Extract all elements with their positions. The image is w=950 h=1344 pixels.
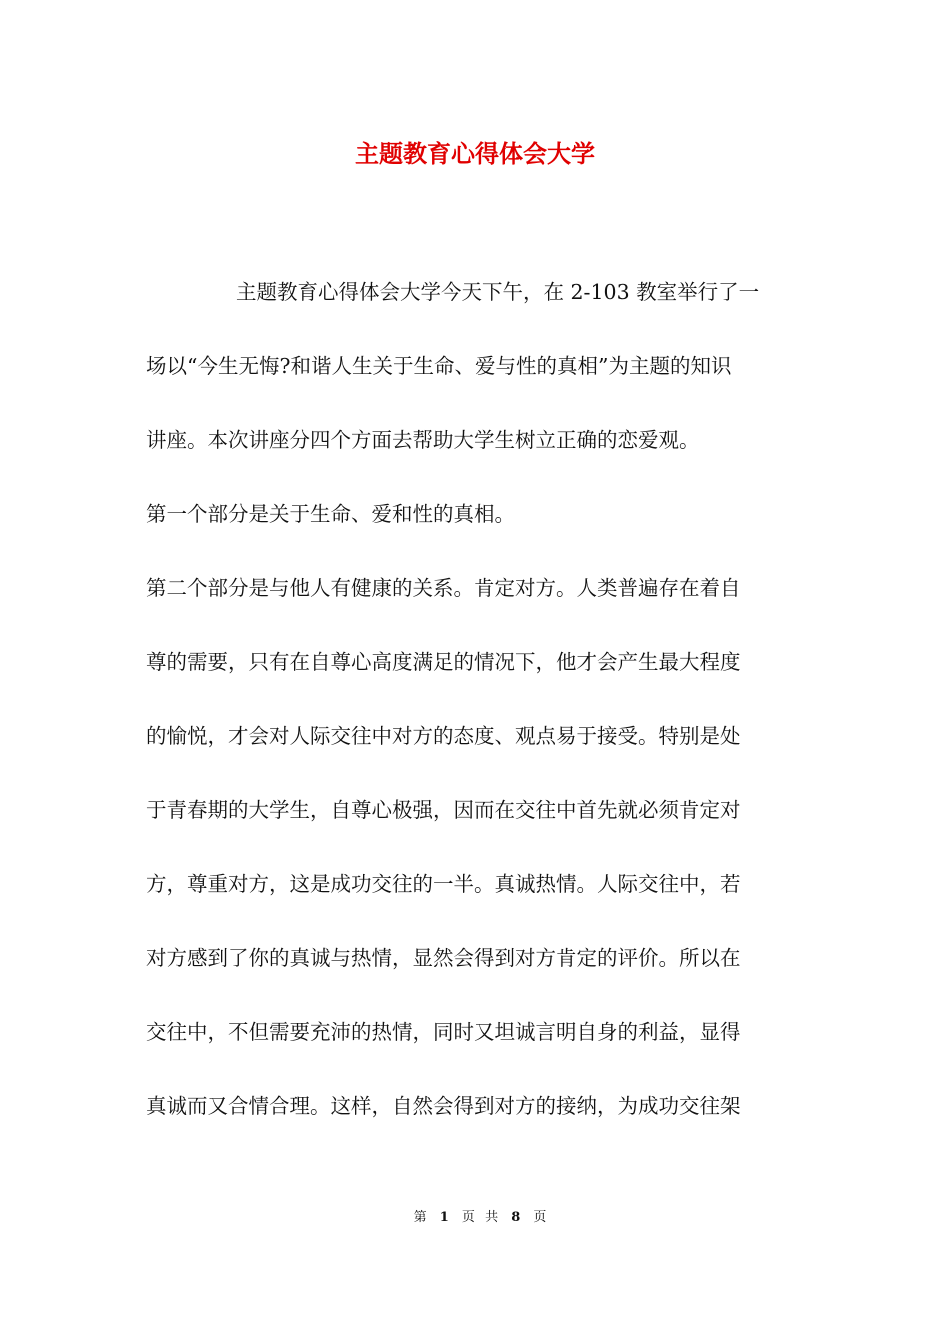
document-title: 主题教育心得体会大学 [355, 139, 595, 168]
footer-page-word: 页 [461, 1210, 475, 1225]
footer-total-word: 共 [485, 1210, 499, 1225]
paragraph-line: 场以“今生无悔?和谐人生关于生命、爱与性的真相”为主题的知识 [146, 354, 732, 378]
paragraph-line: 对方感到了你的真诚与热情，显然会得到对方肯定的评价。所以在 [146, 946, 741, 970]
footer-prefix: 第 [413, 1210, 427, 1225]
footer-total-pages: 8 [511, 1210, 521, 1225]
paragraph-line: 尊的需要，只有在自尊心高度满足的情况下，他才会产生最大程度 [146, 650, 741, 674]
paragraph-line: 真诚而又合情合理。这样，自然会得到对方的接纳，为成功交往架 [146, 1094, 741, 1118]
paragraph-line: 主题教育心得体会大学今天下午，在 2-103 教室举行了一 [236, 280, 760, 304]
paragraph-line: 方，尊重对方，这是成功交往的一半。真诚热情。人际交往中，若 [146, 872, 741, 896]
paragraph-line: 第一个部分是关于生命、爱和性的真相。 [146, 502, 515, 526]
page-footer [0, 1208, 950, 1228]
paragraph-line: 第二个部分是与他人有健康的关系。肯定对方。人类普遍存在着自 [146, 576, 741, 600]
paragraph-line: 交往中，不但需要充沛的热情，同时又坦诚言明自身的利益，显得 [146, 1020, 741, 1044]
footer-current-page: 1 [439, 1210, 449, 1225]
paragraph-line: 讲座。本次讲座分四个方面去帮助大学生树立正确的恋爱观。 [146, 428, 700, 452]
paragraph-line: 于青春期的大学生，自尊心极强，因而在交往中首先就必须肯定对 [146, 798, 741, 822]
footer-suffix: 页 [533, 1210, 547, 1225]
document-body [146, 274, 806, 1162]
paragraph-line: 的愉悦，才会对人际交往中对方的态度、观点易于接受。特别是处 [146, 724, 741, 748]
